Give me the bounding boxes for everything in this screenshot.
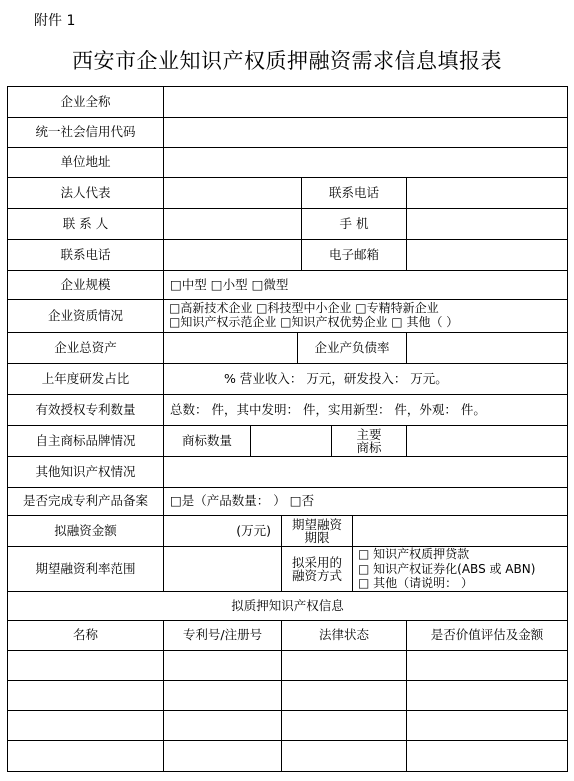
table-cell[interactable]: [164, 681, 282, 711]
col-header-legal-status: 法律状态: [282, 621, 407, 651]
mobile-field[interactable]: [407, 209, 567, 240]
trademark-count-field[interactable]: [251, 426, 332, 457]
mobile-label: 手 机: [302, 209, 407, 240]
qualification-line-2[interactable]: □知识产权示范企业 □知识产权优势企业 □ 其他（ ）: [169, 315, 459, 329]
method-option-pledge-loan[interactable]: □ 知识产权质押贷款: [358, 547, 470, 562]
qualification-line-1[interactable]: □高新技术企业 □科技型中小企业 □专精特新企业: [169, 301, 439, 316]
table-cell[interactable]: [8, 651, 164, 681]
total-assets-label: 企业总资产: [8, 333, 164, 364]
table-cell[interactable]: [407, 651, 567, 681]
form-title: 西安市企业知识产权质押融资需求信息填报表: [72, 49, 502, 73]
rd-ratio-field[interactable]: % 营业收入： 万元，研发投入： 万元。: [164, 364, 567, 395]
qualification-label: 企业资质情况: [8, 300, 164, 333]
contact-phone2-field[interactable]: [164, 240, 302, 271]
table-cell[interactable]: [407, 711, 567, 741]
credit-code-field[interactable]: [164, 118, 567, 148]
patents-field[interactable]: 总数： 件，其中发明： 件，实用新型： 件，外观： 件。: [164, 395, 567, 426]
company-name-field[interactable]: [164, 87, 567, 118]
trademarks-label: 自主商标品牌情况: [8, 426, 164, 457]
table-cell[interactable]: [282, 681, 407, 711]
method-option-other[interactable]: □ 其他（请说明： ）: [358, 576, 473, 591]
credit-code-label: 统一社会信用代码: [8, 118, 164, 148]
qualification-options[interactable]: [164, 300, 567, 333]
address-field[interactable]: [164, 148, 567, 178]
scale-label: 企业规模: [8, 271, 164, 300]
table-cell[interactable]: [8, 711, 164, 741]
patent-filing-label: 是否完成专利产品备案: [8, 488, 164, 516]
expected-term-label: 期望融资 期限: [282, 516, 353, 547]
financing-amount-field[interactable]: (万元): [164, 516, 282, 547]
total-assets-field[interactable]: [164, 333, 298, 364]
table-cell[interactable]: [282, 651, 407, 681]
method-option-securitization[interactable]: □ 知识产权证券化(ABS 或 ABN): [358, 561, 536, 576]
legal-rep-field[interactable]: [164, 178, 302, 209]
scale-options[interactable]: □中型 □小型 □微型: [164, 271, 567, 300]
col-header-patent-no: 专利号/注册号: [164, 621, 282, 651]
contact-phone2-label: 联系电话: [8, 240, 164, 271]
other-ip-field[interactable]: [164, 457, 567, 488]
table-cell[interactable]: [282, 711, 407, 741]
main-trademark-label: 主要 商标: [332, 426, 407, 457]
form-table: [7, 86, 568, 772]
ip-info-header: 拟质押知识产权信息: [8, 592, 567, 621]
col-header-name: 名称: [8, 621, 164, 651]
table-cell[interactable]: [407, 741, 567, 771]
table-cell[interactable]: [407, 681, 567, 711]
table-cell[interactable]: [164, 741, 282, 771]
email-label: 电子邮箱: [302, 240, 407, 271]
address-label: 单位地址: [8, 148, 164, 178]
trademark-count-label: 商标数量: [164, 426, 251, 457]
table-cell[interactable]: [8, 681, 164, 711]
table-cell[interactable]: [164, 651, 282, 681]
main-trademark-field[interactable]: [407, 426, 567, 457]
contact-phone-label: 联系电话: [302, 178, 407, 209]
attachment-label: 附件 1: [34, 13, 76, 29]
table-cell[interactable]: [164, 711, 282, 741]
interest-range-label: 期望融资利率范围: [8, 547, 164, 592]
other-ip-label: 其他知识产权情况: [8, 457, 164, 488]
patents-label: 有效授权专利数量: [8, 395, 164, 426]
table-cell[interactable]: [282, 741, 407, 771]
legal-rep-label: 法人代表: [8, 178, 164, 209]
col-header-valuation: 是否价值评估及金额: [407, 621, 567, 651]
contact-phone-field[interactable]: [407, 178, 567, 209]
financing-amount-label: 拟融资金额: [8, 516, 164, 547]
rd-ratio-label: 上年度研发占比: [8, 364, 164, 395]
interest-range-field[interactable]: [164, 547, 282, 592]
financing-method-options[interactable]: [353, 547, 567, 592]
company-name-label: 企业全称: [8, 87, 164, 118]
email-field[interactable]: [407, 240, 567, 271]
patent-filing-options[interactable]: □是（产品数量： ） □否: [164, 488, 567, 516]
contact-person-field[interactable]: [164, 209, 302, 240]
debt-ratio-field[interactable]: [407, 333, 567, 364]
table-cell[interactable]: [8, 741, 164, 771]
financing-method-label: 拟采用的 融资方式: [282, 547, 353, 592]
debt-ratio-label: 企业产负债率: [298, 333, 407, 364]
expected-term-field[interactable]: [353, 516, 567, 547]
contact-person-label: 联 系 人: [8, 209, 164, 240]
